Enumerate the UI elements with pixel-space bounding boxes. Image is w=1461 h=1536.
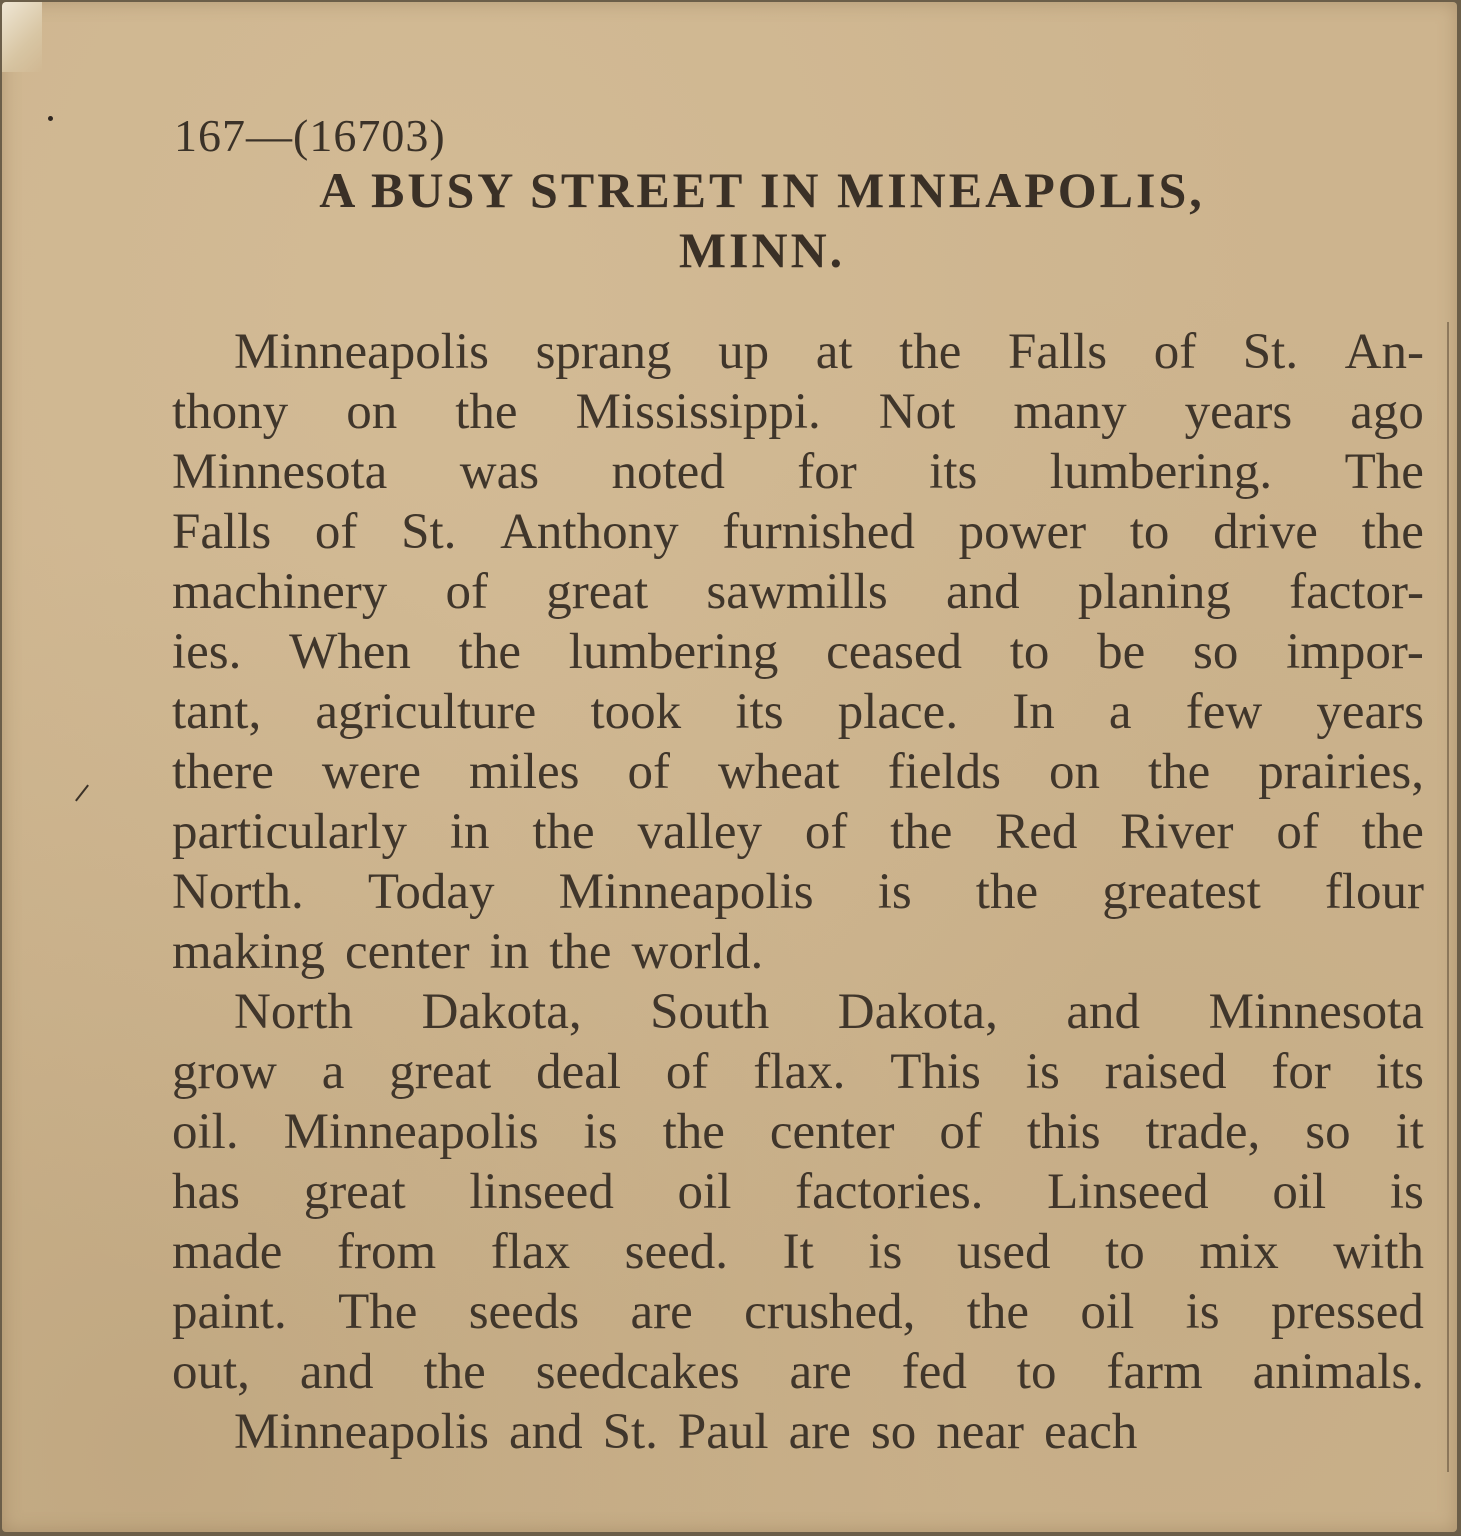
body-word: and — [946, 564, 1020, 620]
body-word: pressed — [1270, 1284, 1424, 1340]
body-word: out, — [172, 1344, 250, 1400]
body-word: Dakota, — [837, 984, 998, 1040]
body-word: world. — [631, 924, 764, 980]
body-word: its — [929, 444, 978, 500]
body-word: the — [966, 1284, 1030, 1340]
body-word: its — [1375, 1044, 1424, 1100]
body-word: is — [1025, 1044, 1060, 1100]
body-word: great — [546, 564, 649, 620]
body-word: the — [1361, 804, 1424, 860]
body-word: the — [1361, 504, 1424, 560]
body-word: raised — [1104, 1044, 1227, 1100]
body-word: Minnesota — [172, 444, 388, 500]
body-word: seed. — [624, 1224, 729, 1280]
body-word: This — [890, 1044, 981, 1100]
body-word: for — [797, 444, 857, 500]
body-word: St. — [602, 1404, 658, 1460]
body-word: were — [321, 744, 422, 800]
body-line — [172, 802, 1424, 862]
body-word: power — [958, 504, 1087, 560]
body-line — [172, 862, 1424, 922]
body-word: to — [1105, 1224, 1145, 1280]
body-word: has — [172, 1164, 240, 1220]
body-line — [172, 1102, 1424, 1162]
body-word: Paul — [677, 1404, 769, 1460]
body-word: factories. — [795, 1164, 984, 1220]
body-word: ago — [1350, 384, 1424, 440]
card-title — [162, 160, 1362, 280]
body-word: used — [957, 1224, 1051, 1280]
body-word: seeds — [468, 1284, 580, 1340]
body-word: seedcakes — [535, 1344, 740, 1400]
body-word: crushed, — [744, 1284, 916, 1340]
body-word: was — [459, 444, 540, 500]
body-word: so — [870, 1404, 917, 1460]
body-word: particularly — [172, 804, 408, 860]
body-word: years — [1316, 684, 1424, 740]
body-word: flour — [1324, 864, 1424, 920]
body-word: valley — [637, 804, 763, 860]
body-word: is — [877, 864, 912, 920]
body-word: South — [650, 984, 770, 1040]
body-word: trade, — [1145, 1104, 1261, 1160]
body-word: North. — [172, 864, 304, 920]
body-word: oil — [677, 1164, 732, 1220]
body-word: factor- — [1289, 564, 1424, 620]
body-line — [172, 1222, 1424, 1282]
card-body — [172, 322, 1424, 1462]
body-word: ies. — [172, 624, 242, 680]
body-word: mix — [1199, 1224, 1279, 1280]
body-word: place. — [837, 684, 959, 740]
body-word: few — [1185, 684, 1263, 740]
body-line — [172, 442, 1424, 502]
body-word: farm — [1106, 1344, 1203, 1400]
body-word: The — [1344, 444, 1424, 500]
body-word: a — [321, 1044, 345, 1100]
body-word: is — [1389, 1164, 1424, 1220]
body-line — [172, 382, 1424, 442]
body-word: is — [1185, 1284, 1220, 1340]
body-line — [172, 1282, 1424, 1342]
body-word: lumbering. — [1049, 444, 1273, 500]
body-word: Anthony — [500, 504, 679, 560]
body-word: greatest — [1102, 864, 1261, 920]
body-word: and — [1066, 984, 1141, 1040]
body-word: the — [1148, 744, 1211, 800]
body-word: An- — [1344, 324, 1424, 380]
body-line — [172, 1402, 1424, 1462]
body-word: of — [1276, 804, 1319, 860]
body-word: the — [899, 324, 962, 380]
body-word: with — [1333, 1224, 1424, 1280]
body-word: up — [718, 324, 770, 380]
body-word: each — [1043, 1404, 1138, 1460]
body-word: be — [1097, 624, 1146, 680]
body-word: flax — [490, 1224, 571, 1280]
body-word: lumbering — [568, 624, 779, 680]
body-word: the — [532, 804, 595, 860]
body-word: to — [1009, 624, 1050, 680]
body-word: North — [234, 984, 353, 1040]
body-word: the — [890, 804, 953, 860]
body-word: Dakota, — [421, 984, 582, 1040]
card — [2, 2, 1457, 1532]
body-word: of — [314, 504, 358, 560]
body-word: to — [1016, 1344, 1057, 1400]
body-word: to — [1129, 504, 1170, 560]
body-word: It — [782, 1224, 814, 1280]
body-word: center — [769, 1104, 895, 1160]
body-word: years — [1184, 384, 1293, 440]
body-line — [172, 502, 1424, 562]
body-word: Today — [367, 864, 495, 920]
body-word: Red — [995, 804, 1078, 860]
body-word: Falls — [1007, 324, 1108, 380]
body-line — [172, 922, 1424, 982]
body-word: making — [172, 924, 325, 980]
body-line — [172, 742, 1424, 802]
body-word: animals. — [1252, 1344, 1424, 1400]
body-word: St. — [1242, 324, 1299, 380]
body-word: When — [289, 624, 411, 680]
body-word: flax. — [753, 1044, 846, 1100]
body-word: In — [1012, 684, 1055, 740]
body-word: the — [662, 1104, 725, 1160]
card-title-line-2: MINN. — [678, 222, 846, 278]
body-word: this — [1026, 1104, 1101, 1160]
body-word: Minneapolis — [558, 864, 814, 920]
body-word: impor- — [1286, 624, 1424, 680]
body-word: are — [789, 1344, 852, 1400]
body-word: center — [344, 924, 470, 980]
card-edge-line — [1447, 322, 1449, 1472]
body-word: sawmills — [706, 564, 888, 620]
body-word: of — [445, 564, 488, 620]
body-word: wheat — [717, 744, 840, 800]
body-word: sprang — [535, 324, 672, 380]
body-word: furnished — [722, 504, 915, 560]
body-word: are — [788, 1404, 851, 1460]
pencil-mark — [75, 785, 89, 802]
body-word: in — [449, 804, 490, 860]
body-word: and — [299, 1344, 374, 1400]
body-word: ceased — [826, 624, 962, 680]
body-word: there — [172, 744, 274, 800]
body-word: Falls — [172, 504, 272, 560]
body-word: of — [939, 1104, 982, 1160]
body-word: Linseed — [1047, 1164, 1209, 1220]
body-word: on — [1049, 744, 1101, 800]
body-word: miles — [469, 744, 580, 800]
body-word: many — [1013, 384, 1127, 440]
body-word: Minneapolis — [234, 1404, 489, 1460]
body-word: drive — [1213, 504, 1318, 560]
body-word: Not — [878, 384, 956, 440]
body-word: oil — [1272, 1164, 1327, 1220]
body-word: from — [337, 1224, 437, 1280]
body-word: planing — [1077, 564, 1231, 620]
body-word: the — [423, 1344, 486, 1400]
body-word: and — [508, 1404, 583, 1460]
body-line — [172, 1042, 1424, 1102]
body-word: Minneapolis — [283, 1104, 539, 1160]
body-word: Mississippi. — [575, 384, 821, 440]
body-word: in — [489, 924, 530, 980]
body-word: took — [590, 684, 682, 740]
card-title-line-1: A BUSY STREET IN MINEAPOLIS, — [319, 162, 1205, 218]
body-word: River — [1120, 804, 1234, 860]
body-word: made — [172, 1224, 283, 1280]
body-word: of — [665, 1044, 709, 1100]
body-word: thony — [172, 384, 289, 440]
body-word: are — [630, 1284, 693, 1340]
body-word: of — [804, 804, 848, 860]
ink-dot — [48, 116, 53, 121]
body-word: St. — [401, 504, 457, 560]
body-word: The — [338, 1284, 418, 1340]
body-word: on — [346, 384, 398, 440]
body-word: oil. — [172, 1104, 239, 1160]
body-word: oil — [1080, 1284, 1135, 1340]
body-word: near — [936, 1404, 1024, 1460]
body-word: tant, — [172, 684, 262, 740]
body-word: for — [1271, 1044, 1331, 1100]
body-word: fields — [887, 744, 1002, 800]
body-line — [172, 322, 1424, 382]
body-word: machinery — [172, 564, 388, 620]
body-line — [172, 682, 1424, 742]
body-word: deal — [536, 1044, 622, 1100]
body-word: is — [583, 1104, 618, 1160]
body-line — [172, 982, 1424, 1042]
body-word: prairies, — [1258, 744, 1424, 800]
body-word: linseed — [469, 1164, 614, 1220]
body-word: of — [627, 744, 670, 800]
body-word: the — [549, 924, 612, 980]
body-line — [172, 622, 1424, 682]
body-word: the — [458, 624, 521, 680]
body-word: agriculture — [315, 684, 537, 740]
body-word: of — [1153, 324, 1197, 380]
body-line — [172, 562, 1424, 622]
body-word: a — [1108, 684, 1132, 740]
corner-wear — [2, 2, 42, 72]
body-word: the — [455, 384, 518, 440]
body-word: grow — [172, 1044, 277, 1100]
body-word: great — [303, 1164, 406, 1220]
body-line — [172, 1162, 1424, 1222]
body-word: noted — [611, 444, 725, 500]
body-word: Minnesota — [1208, 984, 1424, 1040]
body-word: so — [1193, 624, 1239, 680]
body-word: is — [868, 1224, 903, 1280]
body-word: Minneapolis — [234, 324, 489, 380]
body-word: so — [1305, 1104, 1351, 1160]
body-word: fed — [901, 1344, 967, 1400]
body-word: great — [389, 1044, 492, 1100]
body-word: at — [815, 324, 853, 380]
body-word: its — [735, 684, 784, 740]
body-word: paint. — [172, 1284, 287, 1340]
body-word: the — [975, 864, 1039, 920]
body-word: it — [1395, 1104, 1424, 1160]
body-line — [172, 1342, 1424, 1402]
card-number: 167—(16703) — [174, 110, 446, 161]
